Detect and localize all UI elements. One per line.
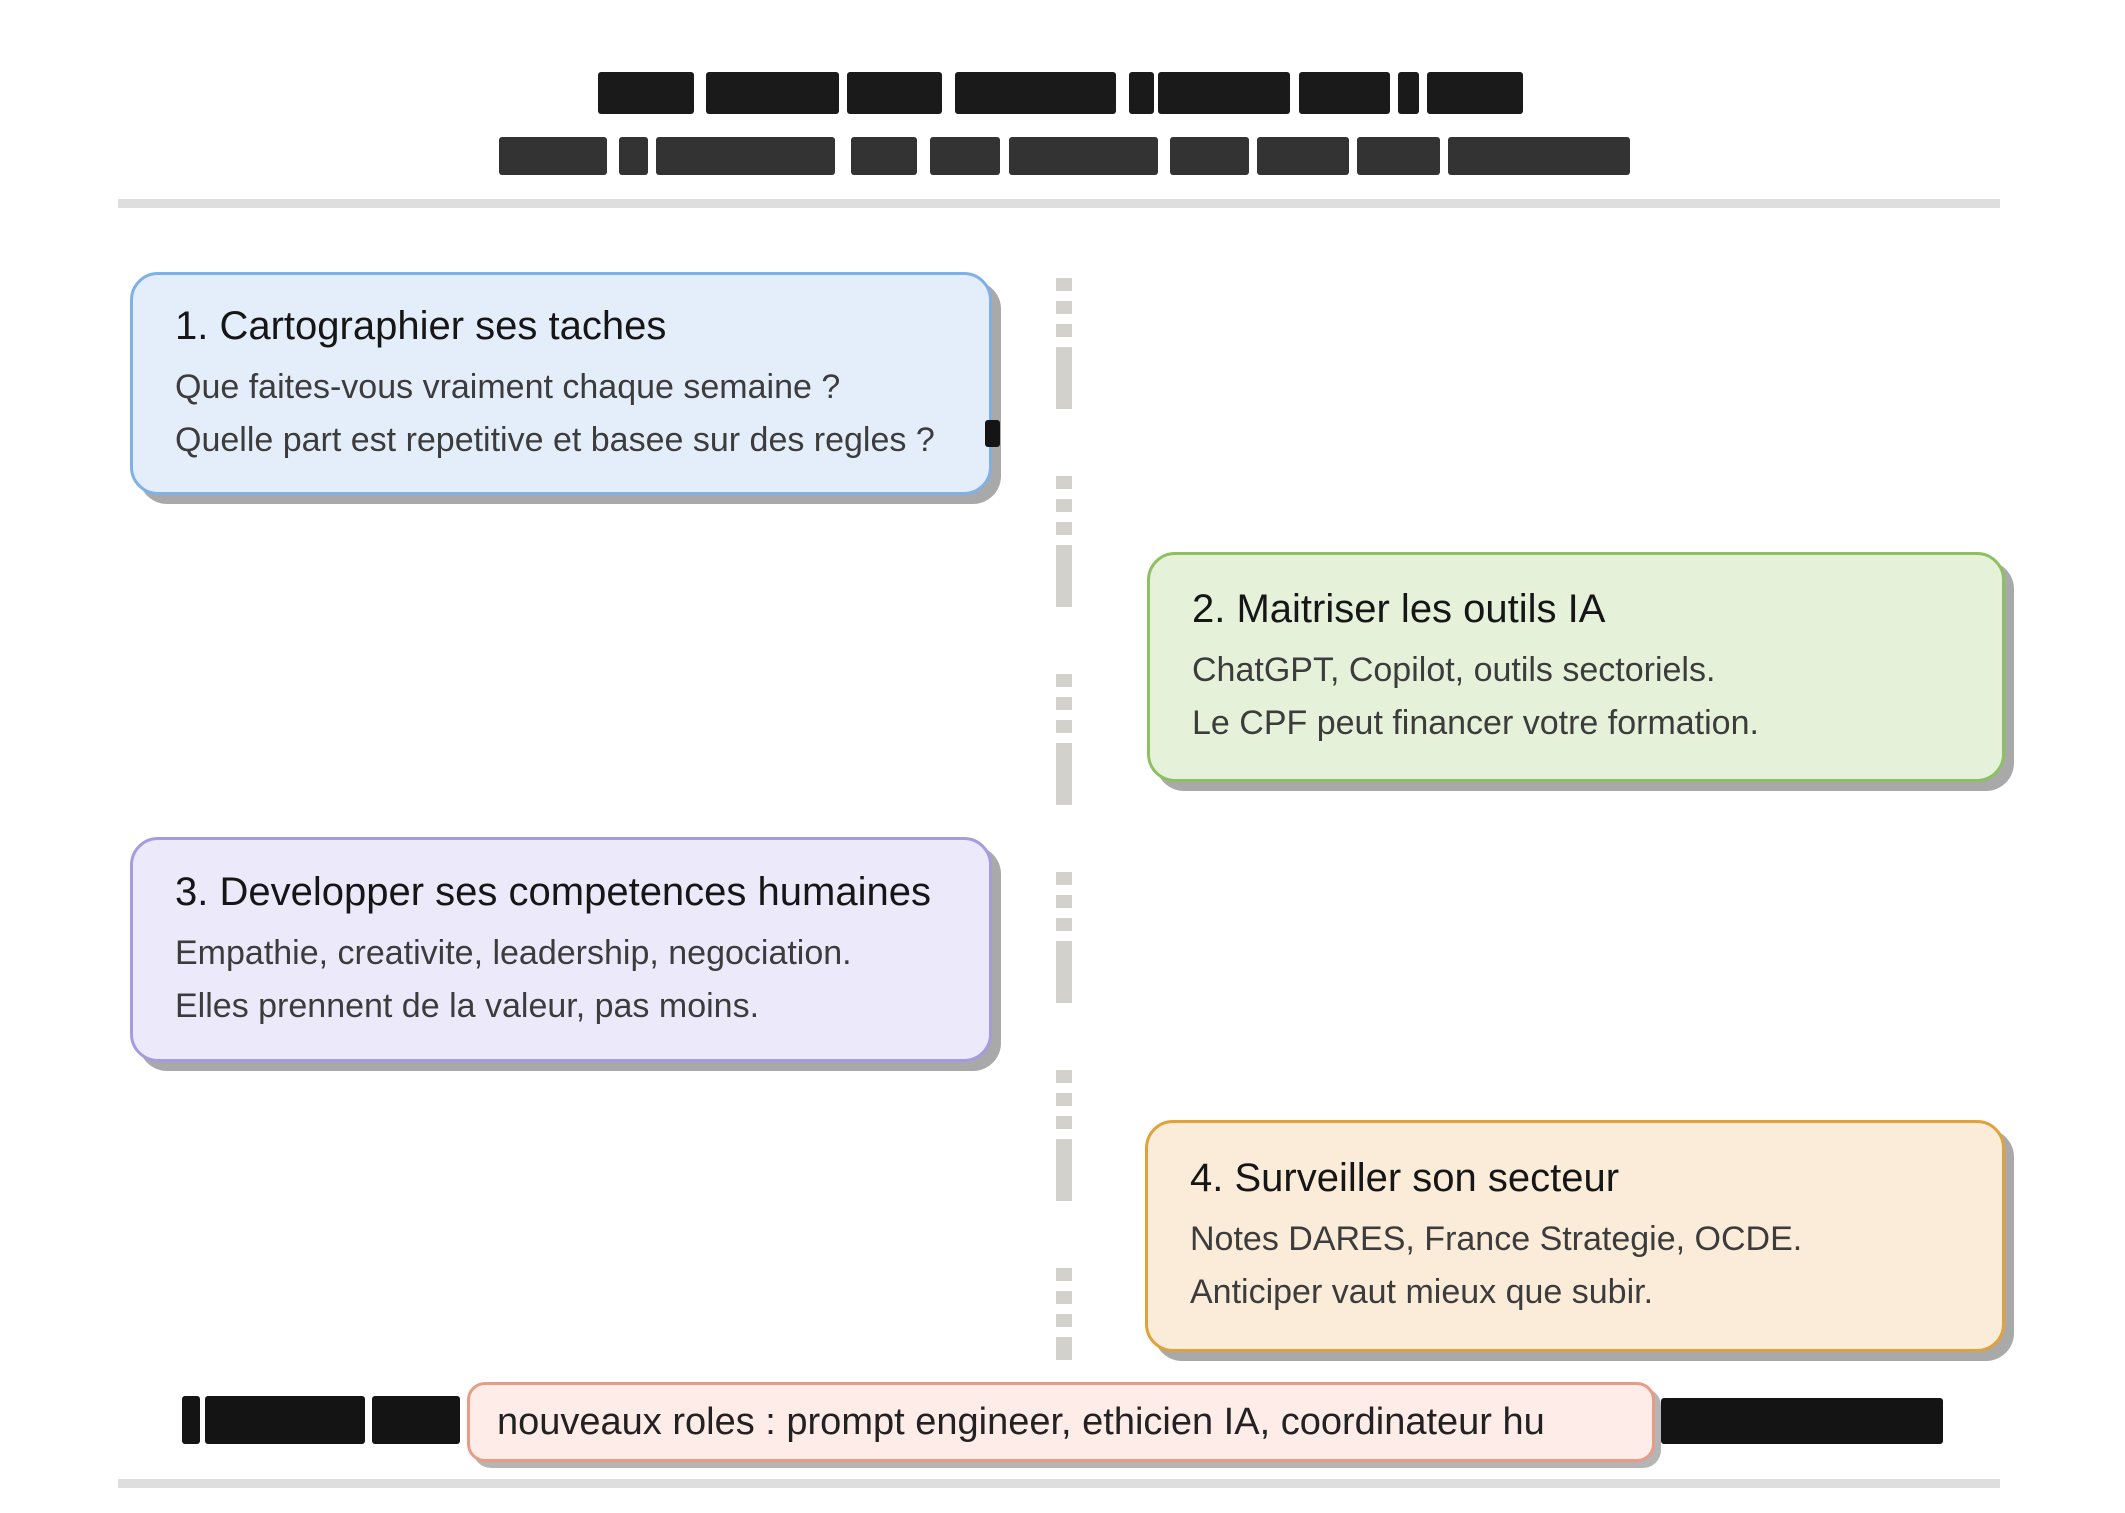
top-divider bbox=[118, 199, 2000, 208]
garbled-word-blob bbox=[1170, 137, 1249, 175]
garbled-word-blob bbox=[955, 72, 1116, 114]
step-2-line-1: ChatGPT, Copilot, outils sectoriels. bbox=[1192, 651, 1716, 690]
step-4-card bbox=[1145, 1120, 2005, 1352]
garbled-word-blob bbox=[598, 72, 694, 114]
step-5-text: nouveaux roles : prompt engineer, ethicien IA, coordinateur hu bbox=[497, 1401, 1545, 1443]
garbled-word-blob bbox=[930, 137, 1000, 175]
step-1-line-2: Quelle part est repetitive et basee sur des regles ? bbox=[175, 420, 935, 459]
garbled-word-blob bbox=[1299, 72, 1390, 114]
step-4-title: 4. Surveiller son secteur bbox=[1190, 1156, 1620, 1201]
garbled-word-blob bbox=[1448, 137, 1630, 175]
garbled-word-blob bbox=[499, 137, 607, 175]
garbled-word-blob bbox=[847, 72, 942, 114]
step-2-title: 2. Maitriser les outils IA bbox=[1192, 587, 1606, 632]
vertical-dashed-connector bbox=[1056, 278, 1072, 1360]
step-3-line-2: Elles prennent de la valeur, pas moins. bbox=[175, 986, 760, 1025]
garbled-word-blob bbox=[706, 72, 839, 114]
garbled-word-blob bbox=[1257, 137, 1349, 175]
step-2-card bbox=[1147, 552, 2005, 782]
step-3-line-1: Empathie, creativite, leadership, negociation. bbox=[175, 933, 852, 972]
garbled-word-blob bbox=[851, 137, 917, 175]
step-1-title: 1. Cartographier ses taches bbox=[175, 303, 667, 348]
step-3-title: 3. Developper ses competences humaines bbox=[175, 869, 931, 914]
garbled-word-blob bbox=[1129, 72, 1154, 114]
garbled-word-blob bbox=[182, 1396, 200, 1444]
garbled-word-blob bbox=[372, 1396, 460, 1444]
step-2-line-2: Le CPF peut financer votre formation. bbox=[1192, 704, 1759, 742]
step-1-line-1: Que faites-vous vraiment chaque semaine ? bbox=[175, 367, 841, 406]
garbled-word-blob bbox=[1427, 72, 1523, 114]
bottom-divider bbox=[118, 1479, 2000, 1488]
garbled-word-blob bbox=[619, 137, 648, 175]
garbled-word-blob bbox=[1357, 137, 1440, 175]
garbled-word-blob bbox=[1398, 72, 1419, 114]
step-4-line-1: Notes DARES, France Strategie, OCDE. bbox=[1190, 1220, 1803, 1259]
garbled-word-blob bbox=[1661, 1398, 1943, 1444]
garbled-word-blob bbox=[1158, 72, 1290, 114]
step-4-line-2: Anticiper vaut mieux que subir. bbox=[1190, 1273, 1654, 1311]
step-1-card bbox=[130, 272, 992, 495]
garbled-word-blob bbox=[656, 137, 835, 175]
step-3-card bbox=[130, 837, 992, 1062]
garbled-word-blob bbox=[205, 1396, 365, 1444]
garbled-word-blob bbox=[1009, 137, 1158, 175]
